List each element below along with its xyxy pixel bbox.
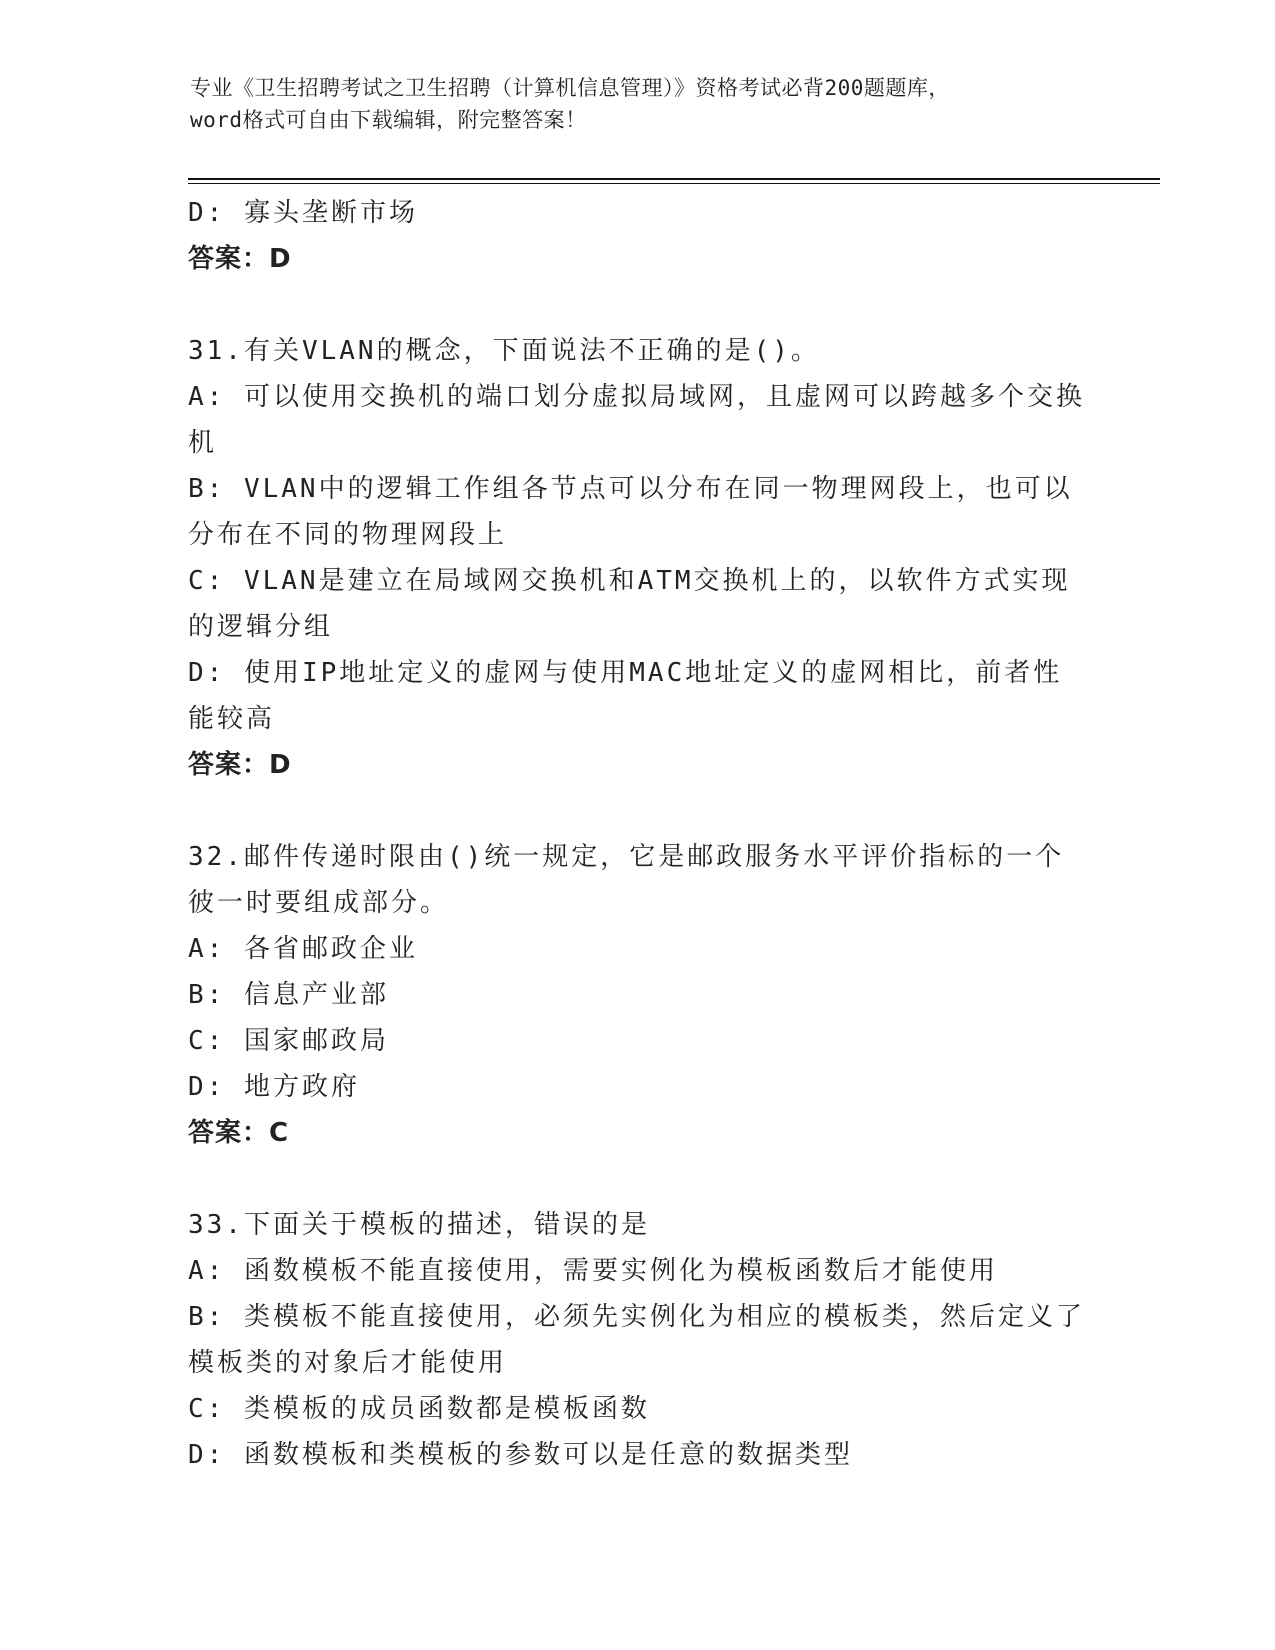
option-c: C: VLAN是建立在局域网交换机和ATM交换机上的，以软件方式实现的逻辑分组 bbox=[188, 566, 1071, 642]
header-line-1: 专业《卫生招聘考试之卫生招聘（计算机信息管理）》资格考试必背200题题库， bbox=[190, 76, 950, 100]
question-stem: 31.有关VLAN的概念，下面说法不正确的是()。 bbox=[188, 336, 820, 366]
option-b: B: 类模板不能直接使用，必须先实例化为相应的模板类，然后定义了模板类的对象后才能使用 bbox=[188, 1302, 1085, 1378]
carryover-option-d: D: 寡头垄断市场 bbox=[188, 198, 418, 228]
answer: 答案：C bbox=[188, 1118, 290, 1148]
option-b: B: 信息产业部 bbox=[188, 980, 389, 1010]
header-line-2: word格式可自由下载编辑，附完整答案！ bbox=[190, 108, 587, 132]
option-a: A: 函数模板不能直接使用，需要实例化为模板函数后才能使用 bbox=[188, 1256, 998, 1286]
option-d: D: 地方政府 bbox=[188, 1072, 360, 1102]
option-d: D: 使用IP地址定义的虚网与使用MAC地址定义的虚网相比，前者性能较高 bbox=[188, 658, 1063, 734]
question-content bbox=[188, 190, 1088, 1478]
spacer bbox=[188, 1156, 1088, 1202]
option-a: A: 各省邮政企业 bbox=[188, 934, 418, 964]
option-b: B: VLAN中的逻辑工作组各节点可以分布在同一物理网段上，也可以分布在不同的物理网段上 bbox=[188, 474, 1073, 550]
spacer bbox=[188, 788, 1088, 834]
option-a: A: 可以使用交换机的端口划分虚拟局域网，且虚网可以跨越多个交换机 bbox=[188, 382, 1085, 458]
carryover-answer: 答案：D bbox=[188, 244, 292, 274]
document-header bbox=[190, 72, 1090, 136]
spacer bbox=[188, 282, 1088, 328]
question-31 bbox=[188, 328, 1088, 788]
option-d: D: 函数模板和类模板的参数可以是任意的数据类型 bbox=[188, 1440, 853, 1470]
question-stem: 32.邮件传递时限由()统一规定，它是邮政服务水平评价指标的一个彼一时要组成部分。 bbox=[188, 842, 1065, 918]
question-stem: 33.下面关于模板的描述，错误的是 bbox=[188, 1210, 650, 1240]
option-c: C: 国家邮政局 bbox=[188, 1026, 389, 1056]
header-divider-thin bbox=[188, 183, 1160, 184]
option-c: C: 类模板的成员函数都是模板函数 bbox=[188, 1394, 650, 1424]
answer: 答案：D bbox=[188, 750, 292, 780]
header-divider-thick bbox=[188, 178, 1160, 180]
question-32 bbox=[188, 834, 1088, 1156]
question-33 bbox=[188, 1202, 1088, 1478]
